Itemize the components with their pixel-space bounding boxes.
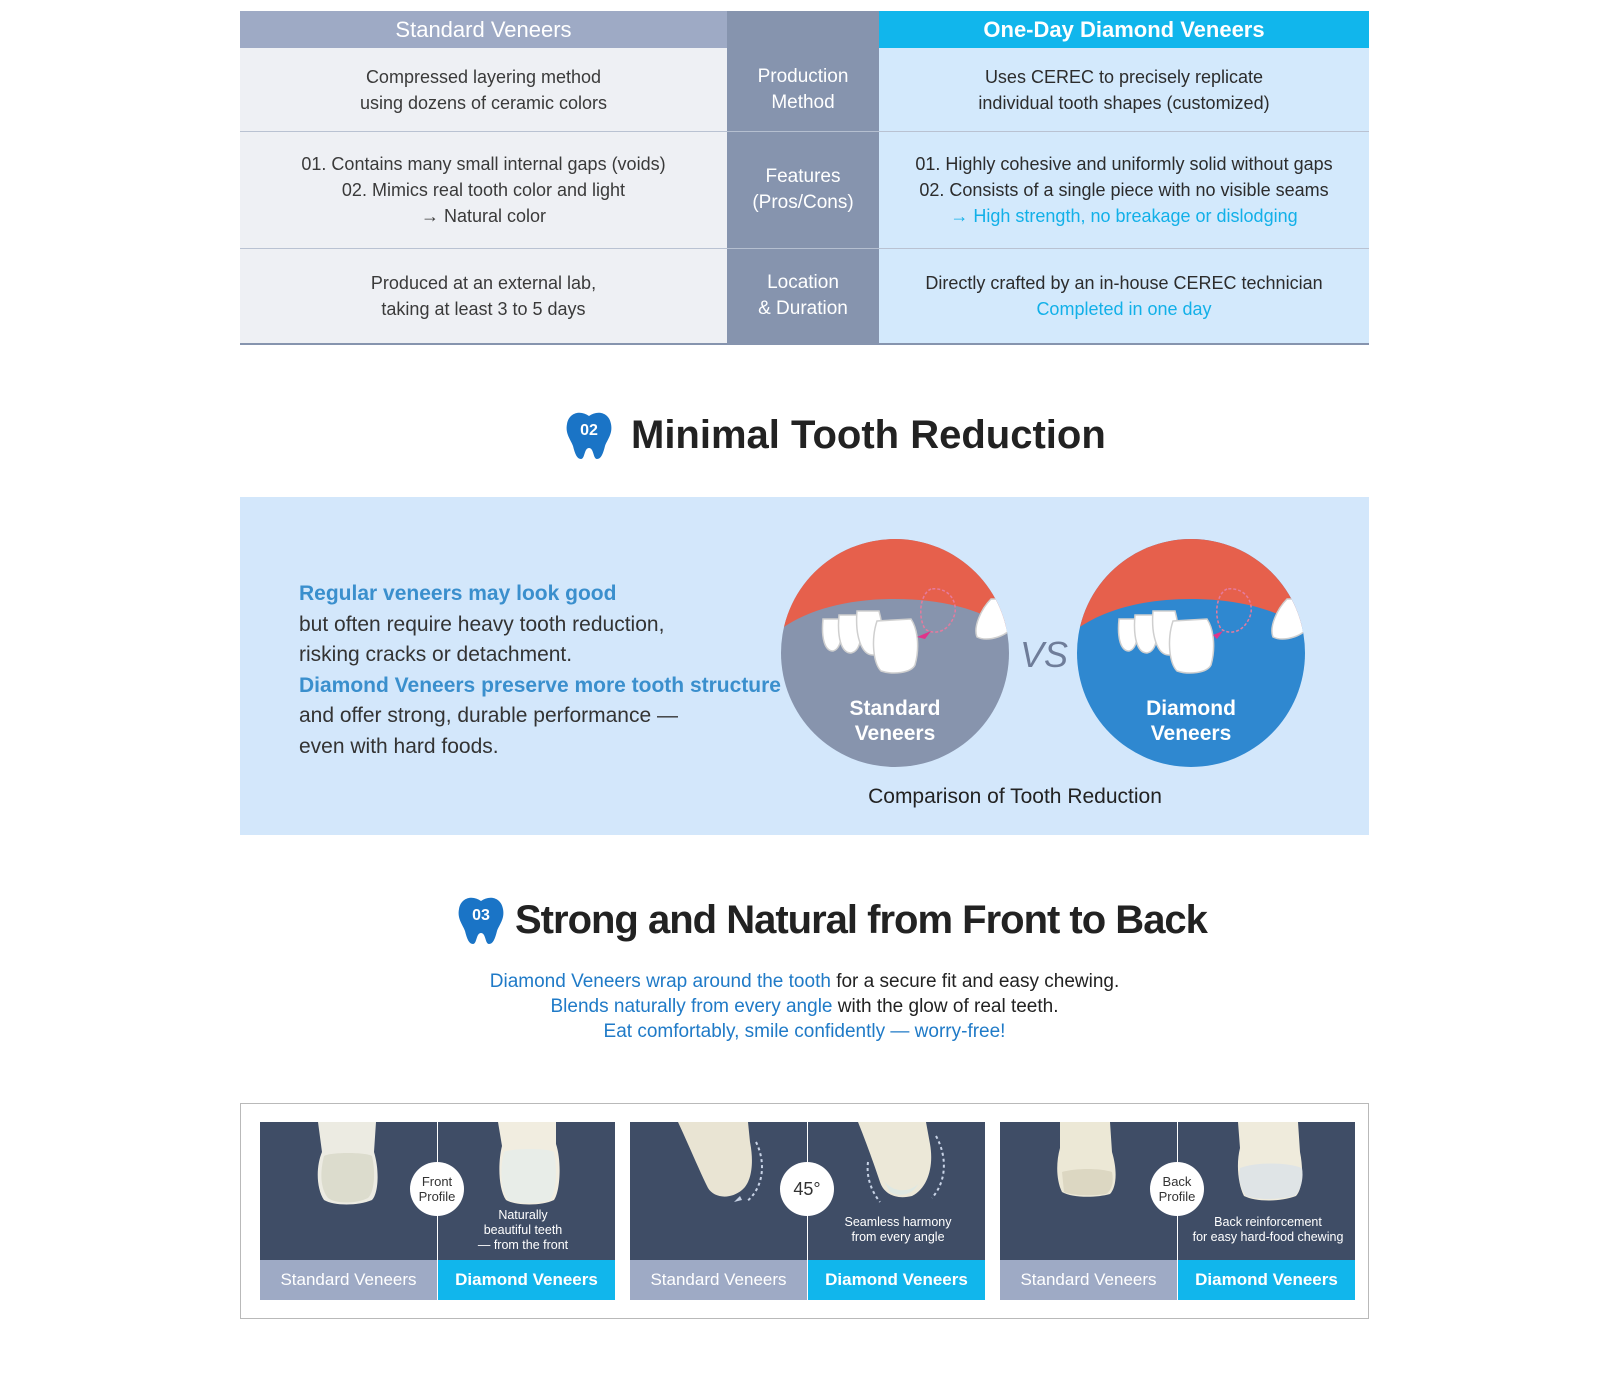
comparison-table — [240, 11, 1369, 345]
badge-line: Profile — [1158, 1189, 1196, 1204]
cell-text: taking at least 3 to 5 days — [381, 299, 586, 319]
cell-highlight-text: Completed in one day — [1036, 299, 1212, 319]
section-03-description — [240, 969, 1369, 1044]
diamond-veneers-label: Diamond Veneers — [1178, 1260, 1355, 1300]
row-label-text: Production — [757, 65, 849, 87]
body-text: for a secure fit and easy chewing. — [830, 971, 1120, 992]
description-line — [240, 1019, 1369, 1044]
cell-diamond — [879, 249, 1369, 345]
section-title: Strong and Natural from Front to Back — [515, 897, 1207, 942]
section-title: Minimal Tooth Reduction — [631, 412, 1106, 457]
cell-text: → Natural color — [420, 206, 547, 226]
table-row — [240, 249, 1369, 345]
row-label-text: Method — [771, 91, 835, 113]
standard-teeth-illustration — [781, 539, 1009, 767]
cell-diamond — [879, 48, 1369, 132]
section-02-header — [565, 410, 1106, 460]
back-profile-card — [1000, 1122, 1355, 1300]
row-label — [727, 132, 879, 249]
card-note — [458, 1208, 588, 1253]
tooth-reduction-panel — [240, 497, 1369, 835]
diamond-veneers-circle — [1077, 539, 1305, 767]
body-text: but often require heavy tooth reduction, — [299, 612, 665, 636]
table-row — [240, 132, 1369, 249]
note-line: — from the front — [477, 1238, 569, 1252]
note-line: from every angle — [851, 1230, 945, 1244]
standard-veneers-label: Standard Veneers — [1000, 1260, 1177, 1300]
cell-text: 02. Mimics real tooth color and light — [341, 180, 626, 200]
table-header-row — [240, 11, 1369, 48]
row-label-text: & Duration — [758, 298, 848, 319]
note-line: Back reinforcement — [1214, 1215, 1322, 1229]
front-profile-badge — [410, 1162, 464, 1216]
circle-label: Veneers — [854, 722, 936, 745]
row-label-text: Features — [765, 166, 841, 187]
reduction-description — [299, 579, 779, 762]
angle-45-card — [630, 1122, 985, 1300]
body-text: risking cracks or detachment. — [299, 643, 573, 666]
highlight-text: Blends naturally from every angle — [550, 996, 833, 1017]
cell-text: Uses CEREC to precisely replicate — [984, 66, 1264, 87]
row-label-text: Location — [767, 272, 839, 293]
tooth-02-icon — [565, 410, 613, 460]
badge-line: Profile — [418, 1189, 456, 1204]
diamond-teeth-illustration — [1077, 539, 1305, 767]
back-profile-badge — [1150, 1162, 1204, 1216]
note-line: Naturally — [498, 1208, 548, 1222]
card-note — [1183, 1215, 1353, 1245]
cell-text: using dozens of ceramic colors — [359, 92, 608, 113]
cell-standard — [240, 48, 727, 132]
vs-text: VS — [1020, 634, 1069, 675]
diamond-front-photo — [438, 1122, 615, 1260]
circle-label: Diamond — [1146, 697, 1236, 720]
tooth-03-icon — [457, 895, 505, 945]
highlight-text: Regular veneers may look good — [299, 582, 617, 605]
note-line: beautiful teeth — [483, 1223, 563, 1237]
cell-text: Compressed layering method — [365, 66, 602, 87]
comparison-caption: Comparison of Tooth Reduction — [868, 785, 1162, 808]
note-line: Seamless harmony — [844, 1215, 952, 1229]
standard-veneers-label: Standard Veneers — [630, 1260, 807, 1300]
header-label-column — [727, 11, 879, 48]
description-line — [240, 969, 1369, 994]
section-number: 02 — [580, 422, 598, 439]
row-label-text: (Pros/Cons) — [752, 192, 854, 213]
standard-veneers-label: Standard Veneers — [260, 1260, 437, 1300]
header-diamond-veneers: One-Day Diamond Veneers — [879, 11, 1369, 48]
body-text: with the glow of real teeth. — [832, 996, 1059, 1017]
cell-standard — [240, 249, 727, 345]
cell-text: Produced at an external lab, — [370, 273, 597, 293]
front-profile-card — [260, 1122, 615, 1300]
highlight-text: Diamond Veneers preserve more tooth structure — [299, 673, 781, 697]
profile-comparison-frame — [240, 1103, 1369, 1319]
badge-line: Front — [421, 1174, 453, 1189]
body-text: and offer strong, durable performance — — [299, 704, 678, 727]
highlight-text: Diamond Veneers wrap around the tooth — [489, 971, 831, 992]
circle-label: Standard — [849, 697, 941, 720]
cell-text: Directly crafted by an in-house CEREC technician — [925, 273, 1323, 293]
angle-45-badge: 45° — [780, 1162, 834, 1216]
cell-standard — [240, 132, 727, 249]
standard-veneers-circle — [781, 539, 1009, 767]
cell-text: 02. Consists of a single piece with no visible seams — [919, 180, 1329, 200]
circle-label: Veneers — [1150, 722, 1232, 745]
section-03-header — [457, 895, 1207, 945]
row-label — [727, 249, 879, 345]
cell-text: individual tooth shapes (customized) — [978, 92, 1270, 113]
description-line — [240, 994, 1369, 1019]
diamond-back-photo — [1178, 1122, 1355, 1260]
cell-text: 01. Highly cohesive and uniformly solid without gaps — [915, 154, 1333, 174]
note-line: for easy hard-food chewing — [1192, 1230, 1344, 1244]
diamond-veneers-label: Diamond Veneers — [438, 1260, 615, 1300]
header-standard-veneers: Standard Veneers — [240, 11, 727, 48]
cell-text: 01. Contains many small internal gaps (voids) — [301, 154, 666, 174]
highlight-text: Eat comfortably, smile confidently — worry-free! — [603, 1021, 1006, 1042]
card-note — [818, 1215, 978, 1245]
cell-diamond — [879, 132, 1369, 249]
cell-highlight-text: → High strength, no breakage or dislodging — [950, 206, 1298, 226]
table-row — [240, 48, 1369, 132]
diamond-veneers-label: Diamond Veneers — [808, 1260, 985, 1300]
body-text: even with hard foods. — [299, 734, 499, 758]
diamond-angle-photo — [808, 1122, 985, 1260]
row-label — [727, 48, 879, 132]
section-number: 03 — [472, 907, 490, 924]
badge-line: Back — [1162, 1174, 1192, 1189]
